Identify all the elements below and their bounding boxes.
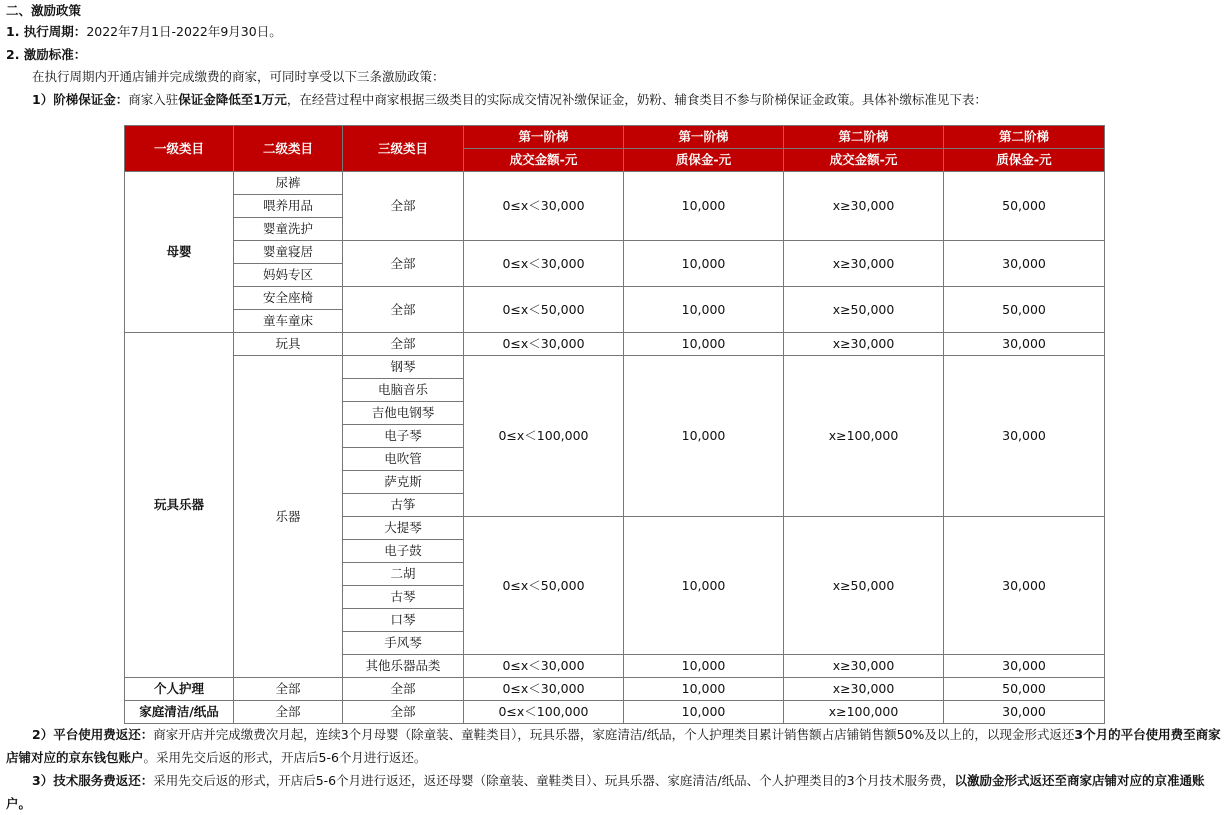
cat2-cell: 尿裤 xyxy=(234,172,343,195)
header-tier2: 第二阶梯 xyxy=(784,126,944,149)
cat3-cell: 其他乐器品类 xyxy=(343,655,464,678)
header-cat2: 二级类目 xyxy=(234,126,343,172)
standard-label: 2. 激励标准： xyxy=(6,47,87,62)
item1-text xyxy=(32,88,987,111)
cat3-cell: 口琴 xyxy=(343,609,464,632)
tier2-deposit-cell: 30,000 xyxy=(944,701,1105,724)
item1-pre: 商家入驻 xyxy=(128,92,179,107)
tier2-deposit-cell: 30,000 xyxy=(944,655,1105,678)
subheader-amount-1: 成交金额-元 xyxy=(464,149,624,172)
tier1-deposit-cell: 10,000 xyxy=(624,517,784,655)
tier1-deposit-cell: 10,000 xyxy=(624,655,784,678)
cat1-cell: 家庭清洁/纸品 xyxy=(125,701,234,724)
item3-bold: 以激励金形式返还至商家店铺对应的京准通账户。 xyxy=(6,773,1205,811)
tier2-amount-cell: x≥30,000 xyxy=(784,678,944,701)
tier1-amount-cell: 0≤x＜50,000 xyxy=(464,517,624,655)
table-row xyxy=(125,172,1105,195)
cat1-cell: 个人护理 xyxy=(125,678,234,701)
tier2-deposit-cell: 50,000 xyxy=(944,678,1105,701)
tier2-amount-cell: x≥30,000 xyxy=(784,655,944,678)
cat3-cell: 大提琴 xyxy=(343,517,464,540)
tier2-amount-cell: x≥100,000 xyxy=(784,356,944,517)
tier2-deposit-cell: 50,000 xyxy=(944,172,1105,241)
tier1-amount-cell: 0≤x＜100,000 xyxy=(464,701,624,724)
period-value: 2022年7月1日-2022年9月30日。 xyxy=(86,24,282,39)
period-label: 1. 执行周期： xyxy=(6,24,87,39)
cat1-cell: 玩具乐器 xyxy=(125,333,234,678)
tier2-deposit-cell: 30,000 xyxy=(944,241,1105,287)
cat3-cell: 电脑音乐 xyxy=(343,379,464,402)
tier2-amount-cell: x≥50,000 xyxy=(784,517,944,655)
tier1-amount-cell: 0≤x＜30,000 xyxy=(464,655,624,678)
cat2-cell: 婴童寝居 xyxy=(234,241,343,264)
tier2-amount-cell: x≥50,000 xyxy=(784,287,944,333)
cat2-cell: 安全座椅 xyxy=(234,287,343,310)
table-row xyxy=(125,701,1105,724)
subheader-deposit-2: 质保金-元 xyxy=(944,149,1105,172)
tier1-deposit-cell: 10,000 xyxy=(624,678,784,701)
tier2-amount-cell: x≥30,000 xyxy=(784,241,944,287)
cat2-cell: 玩具 xyxy=(234,333,343,356)
tier1-deposit-cell: 10,000 xyxy=(624,287,784,333)
header-tier1: 第一阶梯 xyxy=(464,126,624,149)
table-row xyxy=(125,678,1105,701)
item2-bold: 3个月的平台使用费至商家店铺对应的京东钱包账户 xyxy=(6,727,1221,765)
tier2-deposit-cell: 30,000 xyxy=(944,356,1105,517)
header-cat3: 三级类目 xyxy=(343,126,464,172)
item1-label: 1）阶梯保证金： xyxy=(32,92,129,107)
tier1-deposit-cell: 10,000 xyxy=(624,172,784,241)
cat3-cell: 全部 xyxy=(343,701,464,724)
item3-text xyxy=(6,769,1221,815)
tier1-amount-cell: 0≤x＜30,000 xyxy=(464,333,624,356)
cat3-cell: 吉他电钢琴 xyxy=(343,402,464,425)
tier1-amount-cell: 0≤x＜100,000 xyxy=(464,356,624,517)
cat3-cell: 电吹管 xyxy=(343,448,464,471)
tier1-amount-cell: 0≤x＜30,000 xyxy=(464,172,624,241)
subheader-deposit-1: 质保金-元 xyxy=(624,149,784,172)
period-line xyxy=(6,20,282,43)
tier1-amount-cell: 0≤x＜50,000 xyxy=(464,287,624,333)
tier1-deposit-cell: 10,000 xyxy=(624,333,784,356)
cat2-cell: 全部 xyxy=(234,678,343,701)
cat2-cell: 喂养用品 xyxy=(234,195,343,218)
cat2-cell: 婴童洗护 xyxy=(234,218,343,241)
tier2-deposit-cell: 50,000 xyxy=(944,287,1105,333)
table-row xyxy=(125,241,1105,264)
tier2-deposit-cell: 30,000 xyxy=(944,517,1105,655)
item2-text xyxy=(6,723,1221,769)
item1-post: ，在经营过程中商家根据三级类目的实际成交情况补缴保证金，奶粉、辅食类目不参与阶梯保证金政策。具体补缴标准见下表： xyxy=(286,92,987,107)
header-cat1: 一级类目 xyxy=(125,126,234,172)
header-tier1b: 第一阶梯 xyxy=(624,126,784,149)
deposit-table xyxy=(124,125,1105,724)
subheader-amount-2: 成交金额-元 xyxy=(784,149,944,172)
cat3-cell: 全部 xyxy=(343,172,464,241)
tier2-amount-cell: x≥100,000 xyxy=(784,701,944,724)
tier2-amount-cell: x≥30,000 xyxy=(784,333,944,356)
cat3-cell: 全部 xyxy=(343,241,464,287)
item2-post: 。采用先交后返的形式，开店后5-6个月进行返还。 xyxy=(143,750,427,765)
cat2-cell: 童车童床 xyxy=(234,310,343,333)
cat3-cell: 钢琴 xyxy=(343,356,464,379)
item2-label: 2）平台使用费返还： xyxy=(32,727,154,742)
cat3-cell: 全部 xyxy=(343,333,464,356)
tier1-deposit-cell: 10,000 xyxy=(624,241,784,287)
section-heading: 二、激励政策 xyxy=(6,3,82,18)
cat3-cell: 电子琴 xyxy=(343,425,464,448)
cat3-cell: 古琴 xyxy=(343,586,464,609)
cat2-cell: 妈妈专区 xyxy=(234,264,343,287)
tier1-deposit-cell: 10,000 xyxy=(624,701,784,724)
cat3-cell: 全部 xyxy=(343,287,464,333)
cat3-cell: 萨克斯 xyxy=(343,471,464,494)
header-tier2b: 第二阶梯 xyxy=(944,126,1105,149)
tier1-amount-cell: 0≤x＜30,000 xyxy=(464,678,624,701)
item3-label: 3）技术服务费返还： xyxy=(32,773,154,788)
cat3-cell: 古筝 xyxy=(343,494,464,517)
cat3-cell: 手风琴 xyxy=(343,632,464,655)
tier1-deposit-cell: 10,000 xyxy=(624,356,784,517)
cat3-cell: 全部 xyxy=(343,678,464,701)
cat2-cell: 乐器 xyxy=(234,356,343,678)
item2-pre: 商家开店并完成缴费次月起，连续3个月母婴（除童装、童鞋类目），玩具乐器，家庭清洁/纸品，个人护理类目累计销售额占店铺销售额50%及以上的，以现金形式返还 xyxy=(153,727,1075,742)
cat2-cell: 全部 xyxy=(234,701,343,724)
tier2-amount-cell: x≥30,000 xyxy=(784,172,944,241)
tier2-deposit-cell: 30,000 xyxy=(944,333,1105,356)
cat1-cell: 母婴 xyxy=(125,172,234,333)
cat3-cell: 电子鼓 xyxy=(343,540,464,563)
table-row xyxy=(125,356,1105,379)
item1-bold: 保证金降低至1万元 xyxy=(178,92,287,107)
intro-text: 在执行周期内开通店铺并完成缴费的商家，可同时享受以下三条激励政策： xyxy=(32,69,445,84)
tier1-amount-cell: 0≤x＜30,000 xyxy=(464,241,624,287)
item3-pre: 采用先交后返的形式，开店后5-6个月进行返还，返还母婴（除童装、童鞋类目）、玩具乐器、家庭清洁/纸品、个人护理类目的3个月技术服务费， xyxy=(153,773,955,788)
table-row xyxy=(125,333,1105,356)
table-row xyxy=(125,287,1105,310)
cat3-cell: 二胡 xyxy=(343,563,464,586)
